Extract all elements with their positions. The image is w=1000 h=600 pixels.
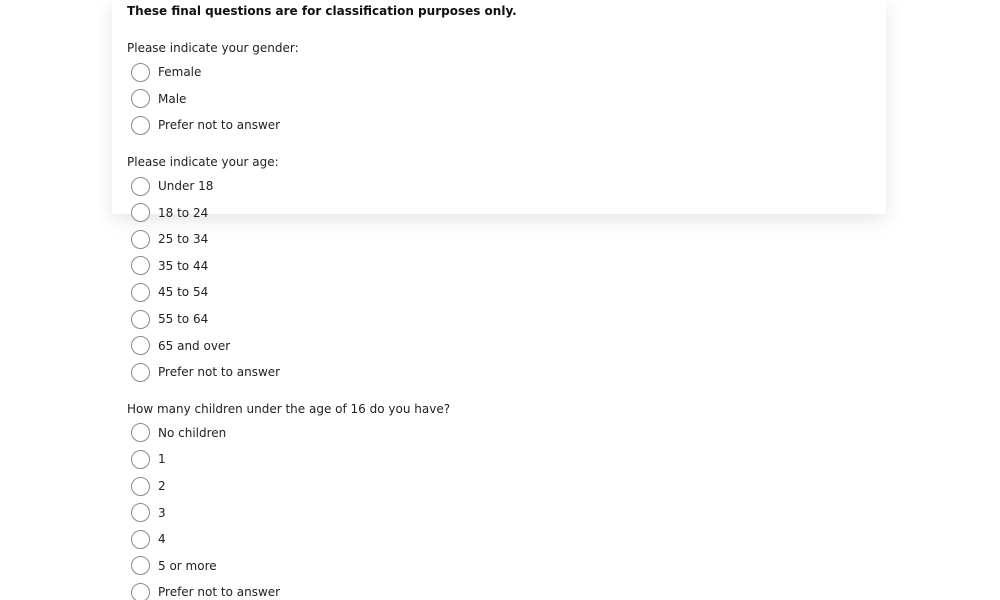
- option-age-prefer-not[interactable]: [127, 359, 867, 386]
- option-label: 1: [158, 452, 166, 467]
- option-label: Prefer not to answer: [158, 365, 281, 380]
- question-gender: [127, 41, 867, 139]
- option-age-45-54[interactable]: [127, 279, 867, 306]
- option-label: Under 18: [158, 179, 214, 194]
- option-children-none[interactable]: [127, 420, 867, 447]
- option-label: 45 to 54: [158, 285, 209, 300]
- option-label: No children: [158, 425, 227, 440]
- option-age-35-44[interactable]: [127, 253, 867, 280]
- question-children: [127, 402, 867, 600]
- option-label: 35 to 44: [158, 258, 209, 273]
- radio-button[interactable]: [131, 450, 150, 469]
- option-label: 3: [158, 505, 166, 520]
- option-label: Prefer not to answer: [158, 585, 281, 600]
- option-label: Prefer not to answer: [158, 118, 281, 133]
- classification-survey: [127, 0, 867, 600]
- radio-button[interactable]: [131, 89, 150, 108]
- option-age-55-64[interactable]: [127, 306, 867, 333]
- option-children-prefer-not[interactable]: [127, 579, 867, 600]
- option-children-3[interactable]: [127, 499, 867, 526]
- option-age-25-34[interactable]: [127, 226, 867, 253]
- question-prompt: How many children under the age of 16 do you have?: [127, 401, 451, 416]
- radio-button[interactable]: [131, 477, 150, 496]
- radio-button[interactable]: [131, 283, 150, 302]
- radio-button[interactable]: [131, 336, 150, 355]
- option-gender-prefer-not[interactable]: [127, 112, 867, 139]
- radio-button[interactable]: [131, 256, 150, 275]
- option-gender-female[interactable]: [127, 59, 867, 86]
- option-age-18-24[interactable]: [127, 199, 867, 226]
- option-age-65-over[interactable]: [127, 332, 867, 359]
- radio-button[interactable]: [131, 503, 150, 522]
- survey-intro: These final questions are for classification purposes only.: [127, 4, 517, 18]
- radio-button[interactable]: [131, 363, 150, 382]
- option-label: 5 or more: [158, 558, 217, 573]
- radio-button[interactable]: [131, 116, 150, 135]
- gender-options: [127, 59, 867, 139]
- radio-button[interactable]: [131, 230, 150, 249]
- option-age-under-18[interactable]: [127, 173, 867, 200]
- question-prompt: Please indicate your age:: [127, 154, 279, 169]
- option-label: 4: [158, 532, 166, 547]
- option-children-5-plus[interactable]: [127, 553, 867, 580]
- option-label: 65 and over: [158, 338, 231, 353]
- option-children-4[interactable]: [127, 526, 867, 553]
- question-prompt: Please indicate your gender:: [127, 41, 299, 55]
- radio-button[interactable]: [131, 556, 150, 575]
- option-gender-male[interactable]: [127, 86, 867, 113]
- option-label: Female: [158, 65, 202, 80]
- option-label: 55 to 64: [158, 312, 209, 327]
- radio-button[interactable]: [131, 63, 150, 82]
- option-label: 18 to 24: [158, 205, 209, 220]
- radio-button[interactable]: [131, 583, 150, 600]
- radio-button[interactable]: [131, 177, 150, 196]
- radio-button[interactable]: [131, 310, 150, 329]
- children-options: [127, 420, 867, 600]
- question-age: [127, 155, 867, 386]
- age-options: [127, 173, 867, 386]
- option-children-2[interactable]: [127, 473, 867, 500]
- option-label: 25 to 34: [158, 232, 209, 247]
- option-label: Male: [158, 91, 187, 106]
- radio-button[interactable]: [131, 423, 150, 442]
- option-label: 2: [158, 479, 166, 494]
- radio-button[interactable]: [131, 203, 150, 222]
- radio-button[interactable]: [131, 530, 150, 549]
- option-children-1[interactable]: [127, 446, 867, 473]
